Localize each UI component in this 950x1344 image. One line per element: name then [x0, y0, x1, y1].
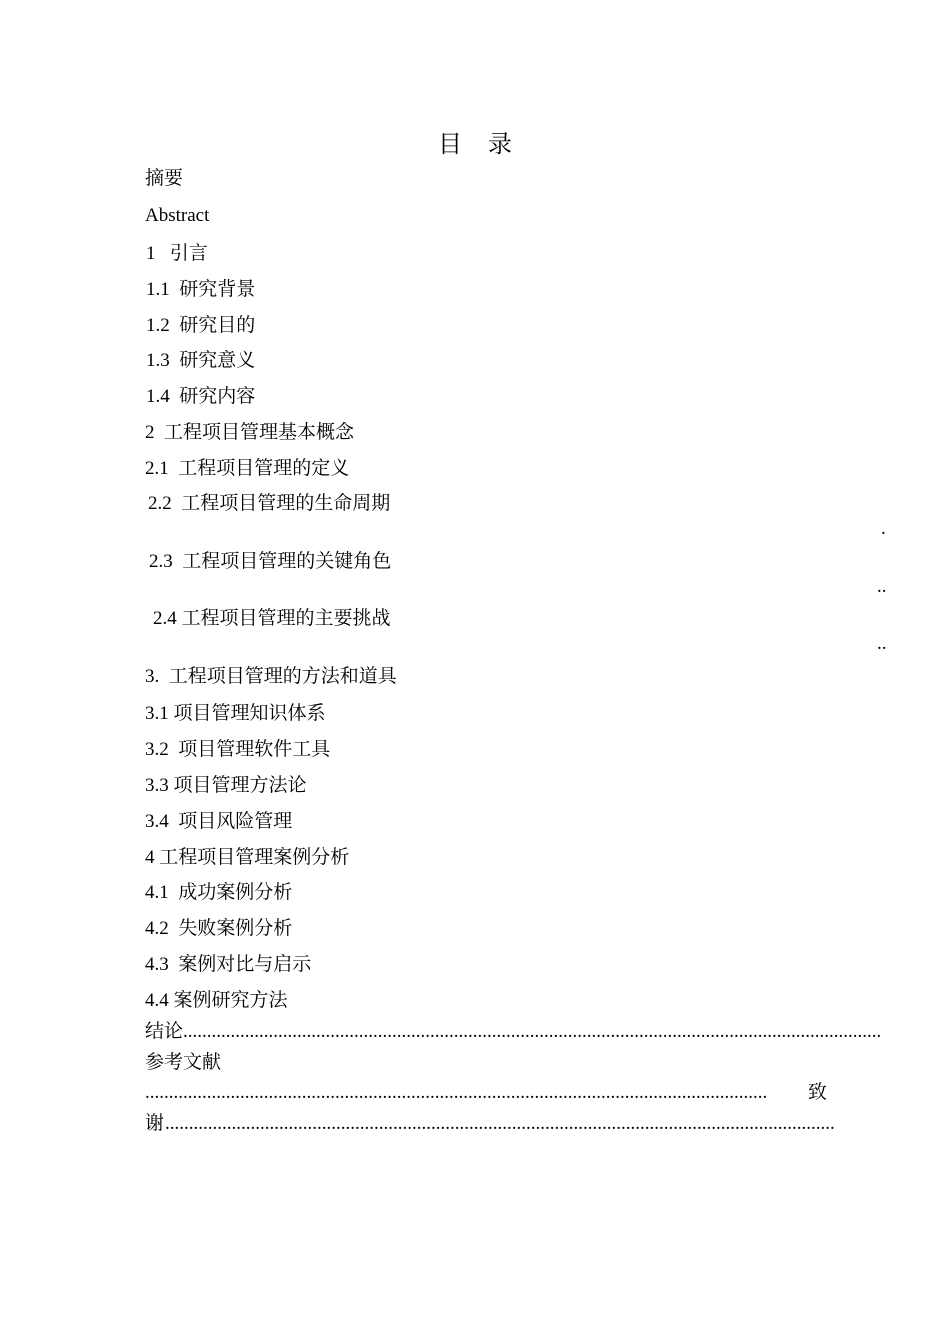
toc-entry-4[interactable]: 4 工程项目管理案例分析 [145, 847, 350, 868]
toc-entry-2[interactable]: 2 工程项目管理基本概念 [145, 422, 355, 443]
toc-entry-3-3[interactable]: 3.3 项目管理方法论 [145, 775, 307, 796]
toc-leader-2-3: .. [877, 576, 887, 597]
toc-entry-thanks-part1[interactable]: 致 [808, 1082, 828, 1103]
toc-entry-thanks-part2[interactable]: 谢 [145, 1113, 165, 1134]
toc-entry-3[interactable]: 3. 工程项目管理的方法和道具 [145, 666, 397, 687]
toc-leader-2-2: . [881, 518, 886, 539]
toc-entry-3-1[interactable]: 3.1 项目管理知识体系 [145, 703, 326, 724]
toc-leader-thanks: ............................................................................................................................................. [165, 1113, 835, 1134]
toc-entry-4-4[interactable]: 4.4 案例研究方法 [145, 990, 288, 1011]
toc-entry-4-3[interactable]: 4.3 案例对比与启示 [145, 954, 312, 975]
toc-entry-references[interactable]: 参考文献 [145, 1052, 222, 1073]
toc-entry-3-2[interactable]: 3.2 项目管理软件工具 [145, 739, 331, 760]
toc-entry-1[interactable]: 1 引言 [146, 243, 208, 264]
toc-entry-2-4[interactable]: 2.4 工程项目管理的主要挑战 [153, 608, 391, 629]
page-title [0, 124, 950, 159]
toc-entry-4-1[interactable]: 4.1 成功案例分析 [145, 882, 293, 903]
toc-leader-references: ................................................................................................................................... [145, 1082, 768, 1103]
toc-entry-4-2[interactable]: 4.2 失败案例分析 [145, 918, 293, 939]
title-char-1: 目 [438, 130, 462, 158]
toc-entry-abstract-cn[interactable]: 摘要 [145, 168, 184, 189]
toc-entry-2-2[interactable]: 2.2 工程项目管理的生命周期 [148, 493, 391, 514]
toc-entry-1-1[interactable]: 1.1 研究背景 [146, 279, 256, 300]
toc-entry-3-4[interactable]: 3.4 项目风险管理 [145, 811, 293, 832]
toc-leader-conclusion: ................................................................................................................................................... [183, 1021, 882, 1042]
toc-entry-2-3[interactable]: 2.3 工程项目管理的关键角色 [149, 551, 392, 572]
title-char-2: 录 [488, 130, 512, 158]
toc-entry-1-2[interactable]: 1.2 研究目的 [146, 315, 256, 336]
toc-entry-1-4[interactable]: 1.4 研究内容 [146, 386, 256, 407]
toc-entry-1-3[interactable]: 1.3 研究意义 [146, 350, 256, 371]
toc-entry-2-1[interactable]: 2.1 工程项目管理的定义 [145, 458, 350, 479]
toc-entry-conclusion[interactable]: 结论 [145, 1021, 184, 1042]
toc-entry-abstract-en[interactable]: Abstract [145, 205, 210, 226]
toc-leader-2-4: .. [877, 633, 887, 654]
